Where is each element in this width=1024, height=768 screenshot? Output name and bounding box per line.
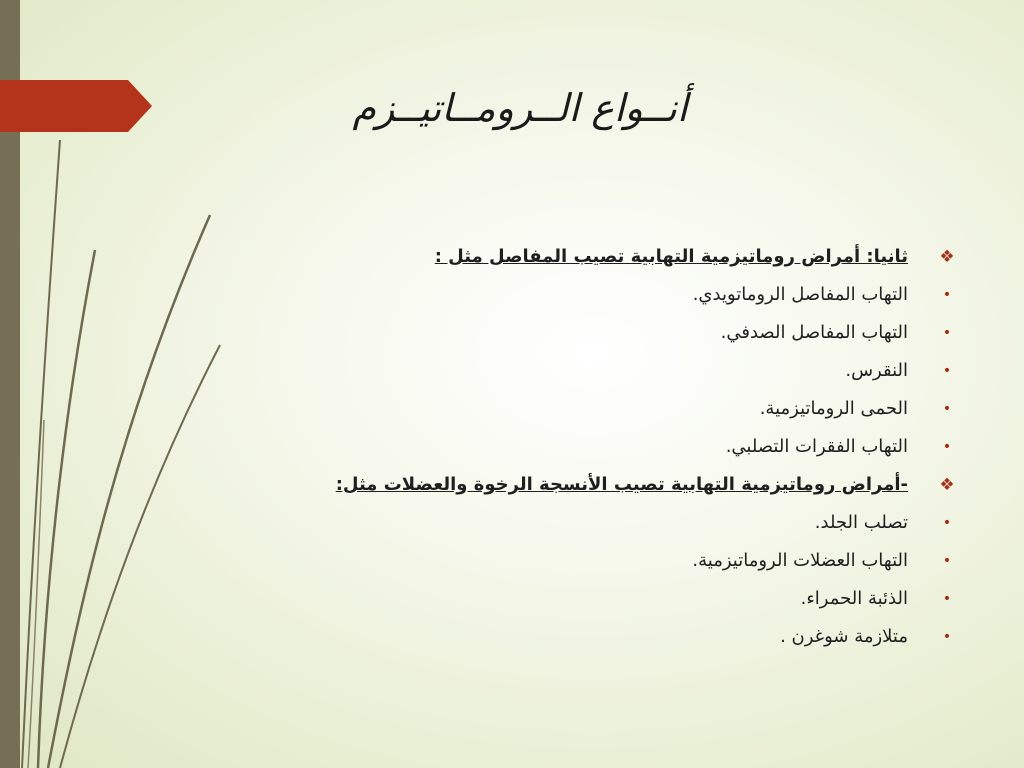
bullet-icon: • [942,591,952,607]
list-item [250,618,960,656]
list-item [250,542,960,580]
bullet-icon: • [942,363,952,379]
list-item-text: الذئبة الحمراء. [800,588,908,609]
list-item-text: التهاب المفاصل الصدفي. [720,322,908,343]
list-item [250,504,960,542]
bullet-icon: • [942,629,952,645]
bullet-icon: • [942,515,952,531]
list-item-text: التهاب المفاصل الروماتويدي. [692,284,908,305]
list-item-text: تصلب الجلد. [814,512,908,533]
list-item-text: النقرس. [845,360,908,381]
list-item-text: الحمى الروماتيزمية. [759,398,908,419]
title-arrow-shape [0,80,152,132]
list-heading-text: -أمراض روماتيزمية التهابية تصيب الأنسجة الرخوة والعضلات مثل: [335,474,908,495]
slide-title: أنــواع الــرومــاتيــزم [352,86,688,130]
list-item [250,352,960,390]
diamond-bullet-icon: ❖ [939,247,955,267]
diamond-bullet-icon: ❖ [939,475,955,495]
grass-line [60,345,220,768]
list-heading-joint-diseases [250,238,960,276]
bullet-icon: • [942,287,952,303]
list-heading-soft-tissue-diseases [250,466,960,504]
bullet-list [250,238,960,658]
list-heading-text: ثانيا: أمراض روماتيزمية التهابية تصيب المفاصل مثل : [434,246,908,267]
list-item [250,580,960,618]
list-item [250,276,960,314]
list-item [250,390,960,428]
bullet-icon: • [942,553,952,569]
list-item [250,428,960,466]
list-item-text: التهاب العضلات الروماتيزمية. [692,550,908,571]
bullet-icon: • [942,439,952,455]
list-item-text: التهاب الفقرات التصلبي. [725,436,908,457]
grass-line [48,215,210,768]
grass-line [22,140,60,768]
list-item [250,314,960,352]
decorative-grass-lines [0,0,260,768]
bullet-icon: • [942,401,952,417]
list-item-text: متلازمة شوغرن . [780,626,908,647]
bullet-icon: • [942,325,952,341]
